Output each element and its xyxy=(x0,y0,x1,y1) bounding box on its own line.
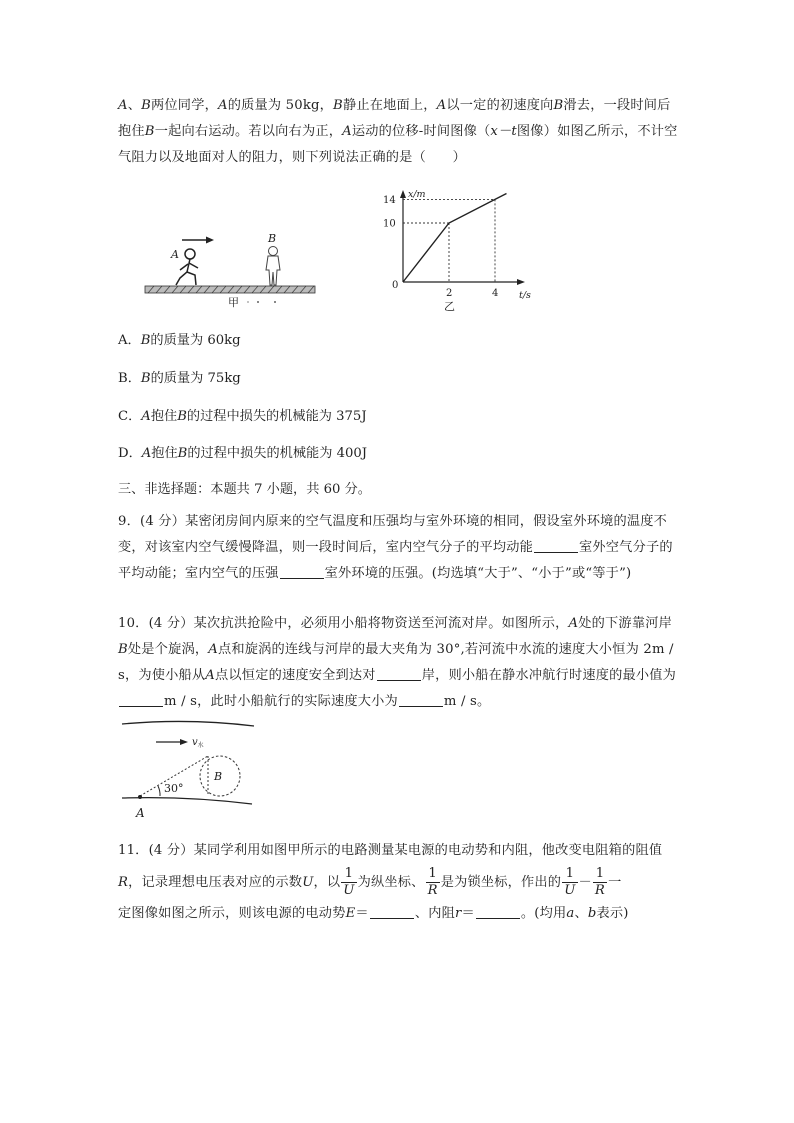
label-a: A xyxy=(171,248,179,261)
text: 11．(4 分）某同学利用如图甲所示的电路测量某电源的电动势和内阻，他改变电阻箱的阻值 xyxy=(118,843,663,858)
option-a[interactable] xyxy=(118,332,241,350)
text: 两位同学， xyxy=(151,98,218,113)
vortex-label-b: B xyxy=(214,770,223,783)
option-c[interactable] xyxy=(118,408,367,426)
equals: ＝ xyxy=(461,906,475,921)
y-tick-label: 10 xyxy=(383,218,396,230)
answer-blank[interactable] xyxy=(476,904,520,919)
text: m / s。 xyxy=(443,694,491,709)
person-b-figure xyxy=(266,247,280,286)
dash: － xyxy=(578,875,592,890)
angle-label: 30° xyxy=(164,782,184,795)
var-a: A xyxy=(217,98,228,113)
text: 表示) xyxy=(596,906,629,921)
point-a-label: A xyxy=(136,806,145,820)
var-b: B xyxy=(177,409,187,424)
var-b: b xyxy=(587,906,597,921)
text: 岸，则小船在静水冲航行时速度的最小值为 xyxy=(421,668,677,683)
option-text: 的过程中损失的机械能为 375J xyxy=(186,409,367,424)
text: 、 xyxy=(574,906,588,921)
person-a-figure xyxy=(176,249,198,285)
fraction-1-over-u xyxy=(562,866,577,899)
answer-blank[interactable] xyxy=(534,538,578,553)
var-b: B xyxy=(553,98,564,113)
v-label: $v_水$ xyxy=(192,737,204,749)
section-header: 三、非选择题：本题共 7 小题，共 60 分。 xyxy=(118,482,371,497)
figure-jia xyxy=(140,228,320,308)
answer-blank[interactable] xyxy=(119,692,163,707)
var-e: E xyxy=(345,906,356,921)
text: 室外环境的压强。(均选填“大于”、“小于”或“等于”) xyxy=(324,566,632,581)
answer-blank[interactable] xyxy=(370,904,414,919)
option-text: 的质量为 60kg xyxy=(150,333,241,348)
text: 处的下游靠河岸 xyxy=(578,616,672,631)
angle-arc xyxy=(158,786,160,796)
text: 9．(4 分）某密闭房间内原来的空气温度和压强均与室外环境的相同，假设室外环境的温度不变，对该室内空气缓慢降温，则一段时间后，室内空气分子的平均动能 xyxy=(118,514,668,555)
var-a: A xyxy=(208,642,218,657)
var-b: B xyxy=(177,446,188,461)
numerator: 1 xyxy=(593,866,607,883)
var-b: B xyxy=(118,642,128,657)
option-letter: C． xyxy=(118,409,142,424)
denominator: R xyxy=(594,883,606,898)
text: 处是个旋涡， xyxy=(127,642,209,657)
label-b: B xyxy=(268,232,277,245)
option-text: 抱住 xyxy=(151,446,178,461)
text: 一 xyxy=(608,875,622,890)
var-u: U xyxy=(302,875,314,890)
var-a: A xyxy=(436,98,447,113)
var-a: A xyxy=(118,98,128,113)
series-line xyxy=(403,194,507,283)
var-r: r xyxy=(454,906,462,921)
text: 运动的位移-时间图像（ xyxy=(351,124,491,139)
text: 静止在地面上， xyxy=(342,98,437,113)
var-b: B xyxy=(140,371,151,386)
figure-yi-xt-chart xyxy=(378,188,538,313)
var-b: B xyxy=(141,98,152,113)
text: 点以恒定的速度安全到达对 xyxy=(215,668,376,683)
origin-label: 0 xyxy=(392,280,399,291)
var-a: A xyxy=(568,616,579,631)
text: 滑去，一段时间后抱住 xyxy=(118,98,671,139)
answer-blank[interactable] xyxy=(280,564,324,579)
text: 。(均用 xyxy=(520,906,567,921)
numerator: 1 xyxy=(426,866,440,883)
x-axis-label: t/s xyxy=(519,290,531,301)
text: ，以 xyxy=(313,875,341,890)
answer-blank[interactable] xyxy=(399,692,443,707)
option-d[interactable] xyxy=(118,445,367,463)
y-tick-label: 14 xyxy=(383,194,396,206)
y-axis-label: x/m xyxy=(408,189,426,200)
option-letter: A． xyxy=(118,333,141,348)
text: m / s，此时小船航行的实际速度大小为 xyxy=(164,694,398,709)
text: 室外空气分子的平均动能；室内空气的压强 xyxy=(118,540,673,581)
xt-symbol: x－t xyxy=(490,124,517,139)
numerator: 1 xyxy=(341,866,356,883)
fraction-1-over-r xyxy=(426,866,440,899)
text: 定图像如图之所示，则该电源的电动势 xyxy=(118,906,346,921)
text: 的质量为 50kg， xyxy=(227,98,334,113)
option-letter: B． xyxy=(118,371,141,386)
near-bank xyxy=(122,798,252,804)
text: 图像）如图乙所示，不计空气阻力以及地面对人的阻力，则下列说法正确的是（ ） xyxy=(118,124,678,165)
point-a xyxy=(138,795,142,799)
figure-caption: 甲 xyxy=(228,296,239,308)
var-a: A xyxy=(205,668,216,683)
question-8-stem xyxy=(118,93,678,171)
question-10 xyxy=(118,611,678,715)
question-9 xyxy=(118,509,678,587)
denominator: U xyxy=(564,883,576,898)
fraction-1-over-u xyxy=(341,866,356,899)
x-tick-label: 2 xyxy=(446,288,453,299)
text: 一起向右运动。若以向右为正， xyxy=(154,124,343,139)
figure-river xyxy=(118,712,258,824)
text: 点和旋涡的连线与河岸的最大夹角为 30°,若河流中水流的速度大小恒为 2m / s，为使小船从 xyxy=(118,642,674,683)
figure-caption: 乙 xyxy=(444,300,455,313)
answer-blank[interactable] xyxy=(377,666,421,681)
var-b: B xyxy=(140,333,151,348)
text: 以一定的初速度向 xyxy=(446,98,554,113)
var-a: A xyxy=(342,124,352,139)
var-a: A xyxy=(141,446,152,461)
text: 、内阻 xyxy=(414,906,455,921)
far-bank xyxy=(122,721,254,726)
var-r: R xyxy=(118,875,129,890)
question-11 xyxy=(118,836,678,929)
fraction-1-over-r xyxy=(593,866,607,899)
equals: ＝ xyxy=(355,906,369,921)
text: 是为锁坐标，作出的 xyxy=(440,875,562,890)
option-text: 的过程中损失的机械能为 400J xyxy=(187,446,368,461)
text: ，记录理想电压表对应的示数 xyxy=(128,875,303,890)
x-tick-label: 4 xyxy=(492,288,499,299)
numerator: 1 xyxy=(562,866,577,883)
var-a: A xyxy=(141,409,151,424)
denominator: U xyxy=(343,883,355,898)
var-b: B xyxy=(144,124,155,139)
sep: 、 xyxy=(127,98,142,113)
option-b[interactable] xyxy=(118,370,241,388)
option-text: 的质量为 75kg xyxy=(150,371,241,386)
text: 为纵坐标、 xyxy=(357,875,425,890)
option-letter: D． xyxy=(118,446,142,461)
option-text: 抱住 xyxy=(150,409,178,424)
text: 10．(4 分）某次抗洪抢险中，必须用小船将物资送至河流对岸。如图所示， xyxy=(118,616,569,631)
var-a: a xyxy=(566,906,575,921)
var-b: B xyxy=(333,98,343,113)
denominator: R xyxy=(427,883,438,898)
